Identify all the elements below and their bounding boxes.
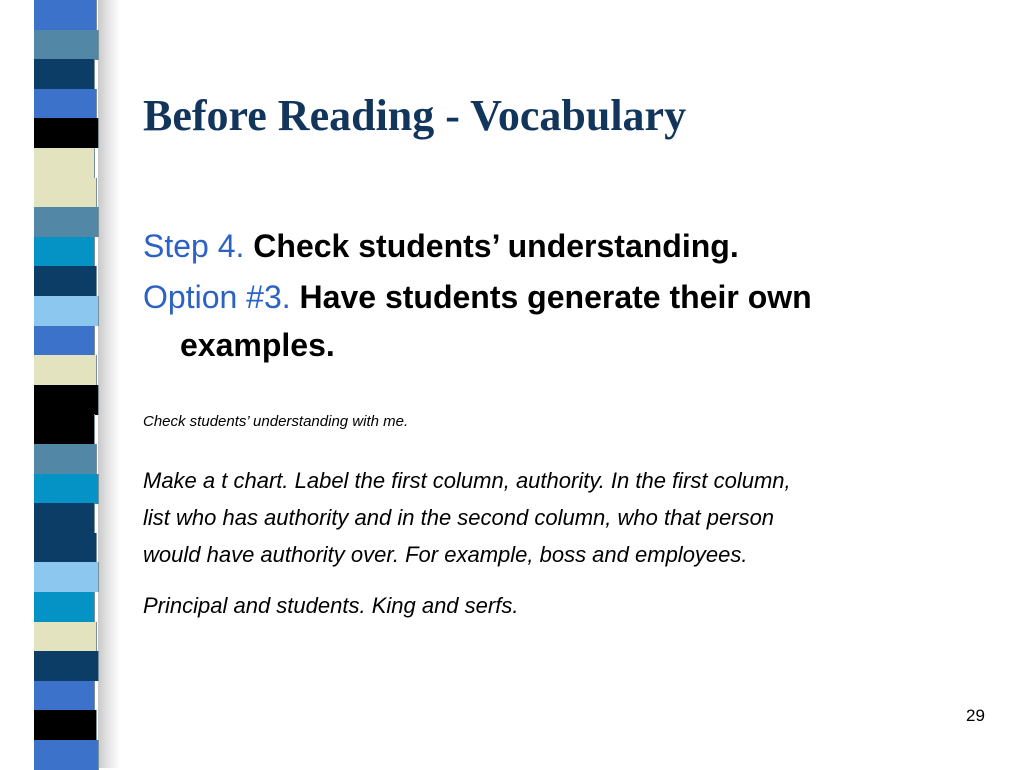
step-line [143, 221, 739, 272]
stripe-segment [34, 710, 97, 740]
stripe-segment [34, 592, 95, 622]
decorative-stripe [34, 0, 98, 768]
stripe-segment [34, 326, 95, 356]
stripe-segment [34, 562, 99, 592]
stripe-segment [34, 533, 97, 563]
paragraph-line-3: would have authority over. For example, boss and employees. [143, 542, 748, 567]
stripe-shadow [98, 0, 120, 768]
paragraph-line-2: list who has authority and in the second column, who that person [143, 505, 775, 530]
paragraph-line-1: Make a t chart. Label the first column, authority. In the first column, [143, 468, 791, 493]
stripe-segment [34, 30, 99, 60]
step-label: Step 4. [143, 228, 245, 264]
page-number: 29 [966, 706, 985, 725]
stripe-segment [34, 651, 99, 681]
stripe-segment [34, 178, 97, 208]
step-text: Check students’ understanding. [253, 228, 739, 264]
stripe-segment [34, 207, 99, 237]
paragraph-2: Principal and students. King and serfs. [143, 593, 519, 618]
option-line [143, 272, 812, 323]
stripe-segment [34, 118, 99, 148]
stripe-segment [34, 237, 95, 267]
option-label: Option #3. [143, 279, 291, 315]
stripe-segment [34, 622, 97, 652]
stripe-segment [34, 740, 99, 770]
option-text: Have students generate their own [299, 279, 812, 315]
stripe-segment [34, 385, 99, 415]
stripe-segment [34, 474, 99, 504]
stripe-segment [34, 296, 99, 326]
stripe-segment [34, 444, 97, 474]
stripe-segment [34, 0, 97, 30]
stripe-segment [34, 681, 95, 711]
stripe-segment [34, 355, 97, 385]
stripe-segment [34, 266, 97, 296]
stripe-segment [34, 59, 95, 89]
slide-title: Before Reading - Vocabulary [143, 91, 687, 140]
stripe-segment [34, 503, 95, 533]
option-text-continued: examples. [180, 327, 335, 363]
note-text: Check students’ understanding with me. [143, 413, 409, 430]
stripe-segment [34, 148, 95, 178]
stripe-segment [34, 89, 97, 119]
stripe-segment [34, 414, 95, 444]
option-line-continued [180, 320, 335, 371]
